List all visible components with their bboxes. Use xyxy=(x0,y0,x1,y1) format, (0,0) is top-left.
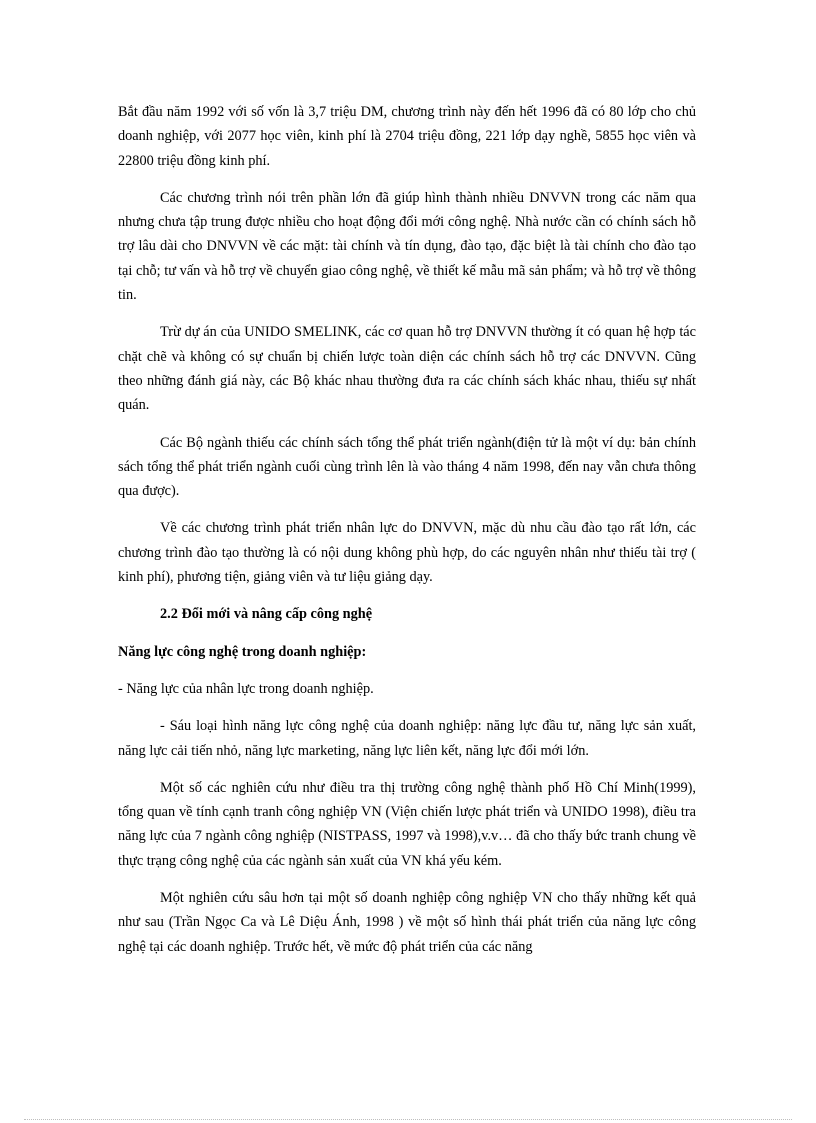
paragraph-unido-smelink: Trừ dự án của UNIDO SMELINK, các cơ quan hỗ trợ DNVVN thường ít có quan hệ hợp tác chặt chẽ và không có sự chuẩn bị chiến lược toàn diện các chính sách hỗ trợ các DNVVN. Cũng theo những đánh giá này, các Bộ khác nhau thường đưa ra các chính sách khác nhau, thiếu sự nhất quán. xyxy=(118,324,696,414)
paragraph-ministry-policies: Các Bộ ngành thiếu các chính sách tổng thể phát triển ngành(điện tử là một ví dụ: bản chính sách tổng thể phát triển ngành cuối cùng trình lên là vào tháng 4 năm 1998, đến nay vẫn chưa thông qua được). xyxy=(118,434,696,500)
paragraph-human-resources: Về các chương trình phát triển nhân lực do DNVVN, mặc dù nhu cầu đào tạo rất lớn, các chương trình đào tạo thường là có nội dung không phù hợp, do các nguyên nhân như thiếu tài trợ ( kinh phí), phương tiện, giảng viên và tư liệu giảng dạy. xyxy=(118,520,696,586)
subheading-technology-capability: Năng lực công nghệ trong doanh nghiệp: xyxy=(118,643,367,660)
paragraph-research-surveys: Một số các nghiên cứu như điều tra thị trường công nghệ thành phố Hồ Chí Minh(1999), tổng quan về tính cạnh tranh công nghiệp VN (Viện chiến lược phát triển và UNIDO 1998), điều tra năng lực của 7 ngành công nghiệp (NISTPASS, 1997 và 1998),v.v… đã cho thấy bức tranh chung về thực trạng công nghệ của các ngành sản xuất của VN khá yếu kém. xyxy=(118,779,696,869)
document-page xyxy=(118,100,696,959)
page-bottom-divider xyxy=(24,1119,792,1120)
bullet-human-capability: - Năng lực của nhân lực trong doanh nghiệp. xyxy=(118,680,374,697)
section-heading: 2.2 Đổi mới và nâng cấp công nghệ xyxy=(160,606,373,623)
paragraph-program-statistics: Bắt đầu năm 1992 với số vốn là 3,7 triệu DM, chương trình này đến hết 1996 đã có 80 lớp cho chủ doanh nghiệp, với 2077 học viên, kinh phí là 2704 triệu đồng, 221 lớp dạy nghề, 5855 học viên và 22800 triệu đồng kinh phí. xyxy=(118,104,696,169)
paragraph-support-programs: Các chương trình nói trên phần lớn đã giúp hình thành nhiều DNVVN trong các năm qua nhưng chưa tập trung được nhiều cho hoạt động đổi mới công nghệ. Nhà nước cần có chính sách hỗ trợ lâu dài cho DNVVN về các mặt: tài chính và tín dụng, đào tạo, đặc biệt là tài chính cho đào tạo tại chỗ; tư vấn và hỗ trợ về chuyển giao công nghệ, về thiết kế mẫu mã sản phẩm; và hỗ trợ về thông tin. xyxy=(118,189,696,304)
paragraph-deeper-study: Một nghiên cứu sâu hơn tại một số doanh nghiệp công nghiệp VN cho thấy những kết quả như sau (Trần Ngọc Ca và Lê Diệu Ánh, 1998 ) về một số hình thái phát triển của năng lực công nghệ tại các doanh nghiệp. Trước hết, về mức độ phát triển của các năng xyxy=(118,890,696,955)
bullet-six-capabilities: - Sáu loại hình năng lực công nghệ của doanh nghiệp: năng lực đầu tư, năng lực sản xuất, năng lực cải tiến nhỏ, năng lực marketing, năng lực liên kết, năng lực đổi mới lớn. xyxy=(118,718,696,759)
